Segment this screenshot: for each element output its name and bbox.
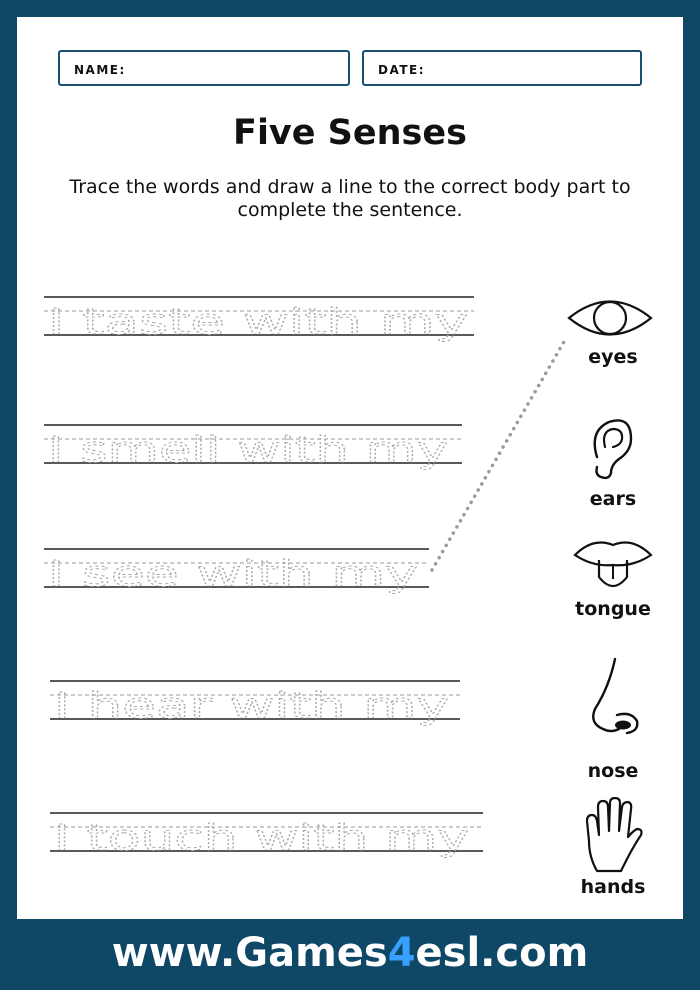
eye-icon: [567, 295, 653, 341]
tongue-icon: [573, 535, 653, 591]
body-part-label-hands: hands: [580, 876, 646, 898]
body-part-label-ears: ears: [589, 488, 637, 510]
sentence-row-hear[interactable]: [50, 681, 460, 727]
hand-icon: [583, 797, 645, 875]
sentence-row-taste[interactable]: [44, 297, 474, 343]
worksheet: [17, 17, 683, 919]
trace-sentence: I hear with my: [54, 686, 449, 727]
footer-prefix: www.Games: [111, 930, 388, 976]
body-part-label-tongue: tongue: [575, 598, 651, 620]
trace-sentence: I touch with my: [54, 818, 469, 859]
footer-accent: 4: [387, 930, 416, 976]
tracing-area: [17, 17, 683, 919]
trace-sentence: I see with my: [48, 554, 418, 595]
trace-sentence: I taste with my: [48, 302, 468, 343]
trace-sentence: I smell with my: [48, 430, 448, 471]
ear-icon: [587, 417, 635, 481]
sentence-row-smell[interactable]: [44, 425, 462, 471]
body-part-label-eyes: eyes: [588, 346, 638, 368]
nose-icon: [585, 657, 645, 743]
date-label: DATE:: [378, 63, 425, 77]
footer-website[interactable]: [0, 930, 700, 976]
name-label: NAME:: [74, 63, 126, 77]
worksheet-title: Five Senses: [233, 113, 467, 153]
instructions: Trace the words and draw a line to the correct body part to complete the sentence.: [69, 176, 631, 221]
example-answer-line: [432, 340, 565, 570]
sentence-row-see[interactable]: [44, 549, 429, 595]
sentence-row-touch[interactable]: [50, 813, 483, 859]
footer-suffix: esl.com: [415, 930, 589, 976]
body-part-label-nose: nose: [587, 760, 639, 782]
